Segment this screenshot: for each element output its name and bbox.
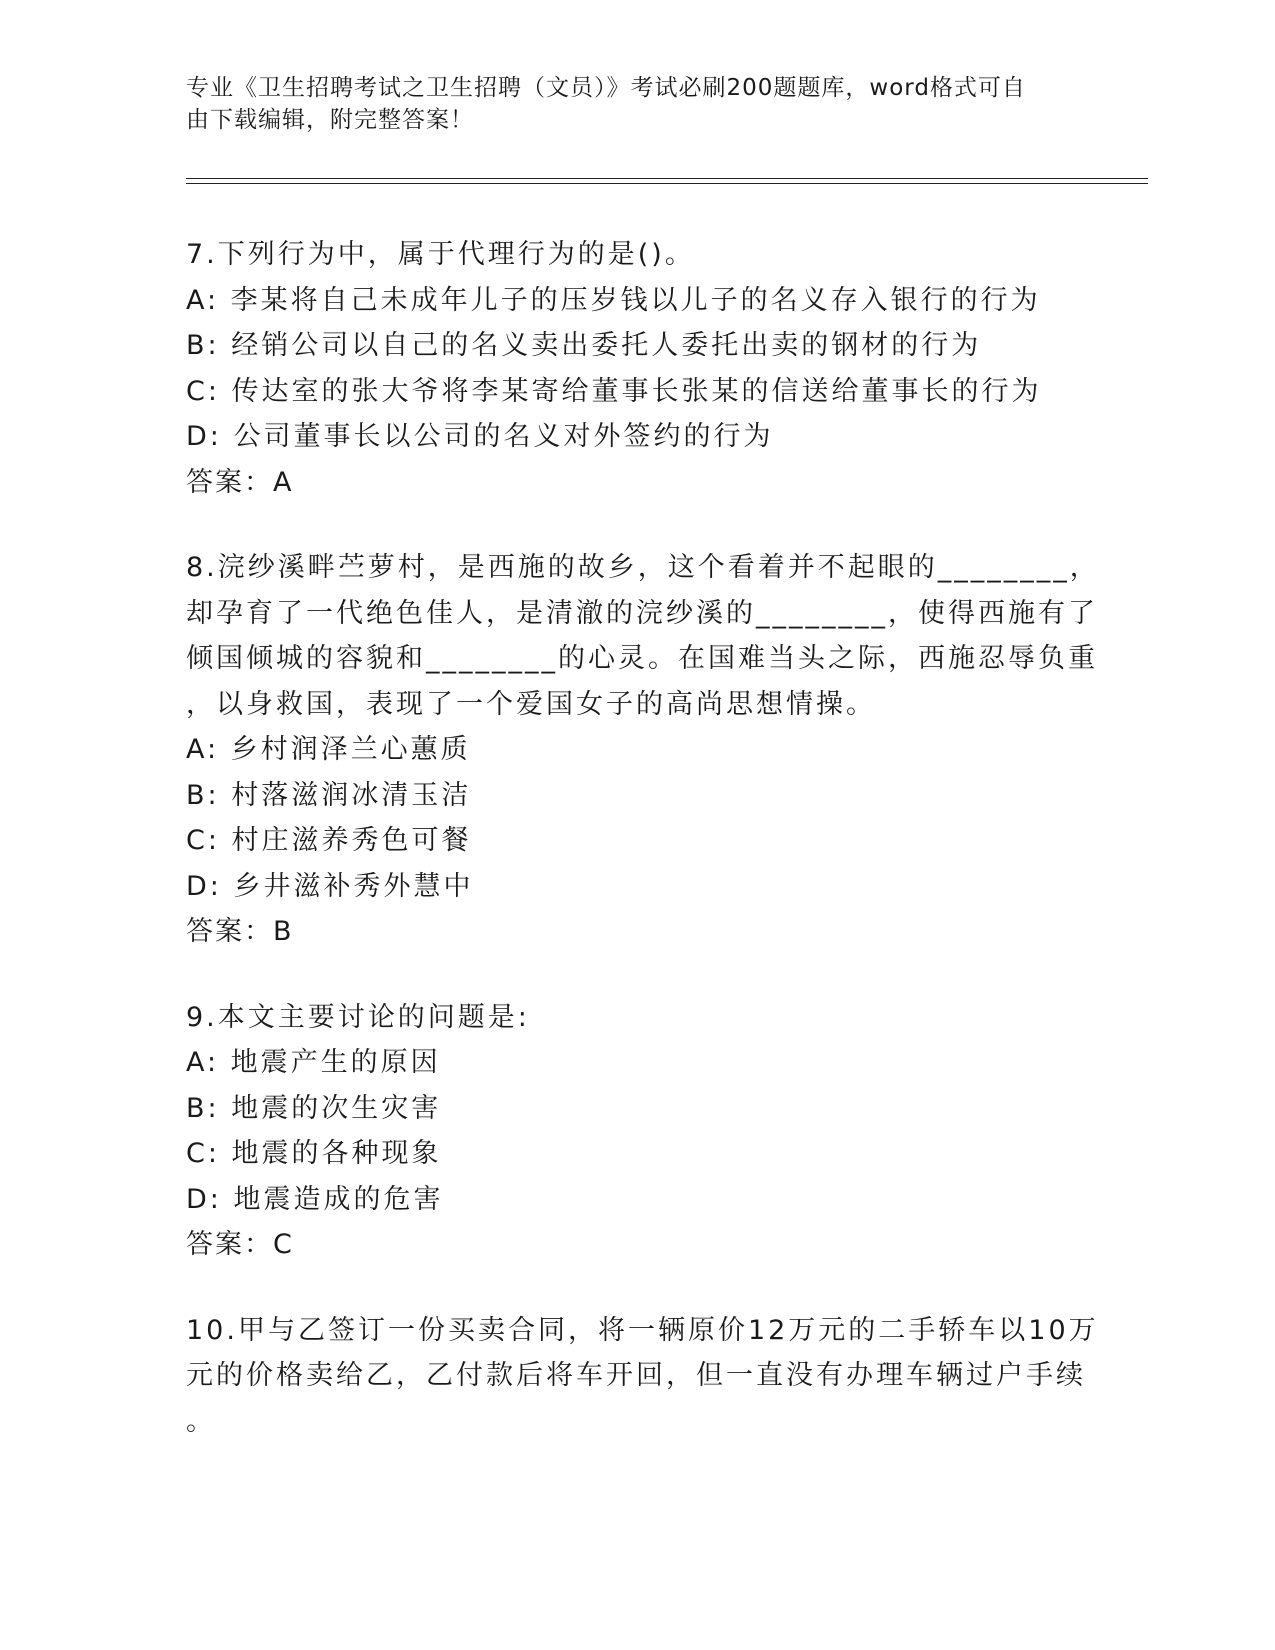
option-c: C: 传达室的张大爷将李某寄给董事长张某的信送给董事长的行为: [186, 375, 1042, 407]
header-line-1: 专业《卫生招聘考试之卫生招聘（文员）》考试必刷200题题库，word格式可自: [186, 75, 1026, 101]
question-stem-line: 却孕育了一代绝色佳人，是清澈的浣纱溪的________，使得西施有了: [186, 597, 1098, 629]
question-stem-line: 10.甲与乙签订一份买卖合同，将一辆原价12万元的二手轿车以10万: [186, 1314, 1099, 1346]
document-header: [186, 72, 1066, 136]
option-a: A: 地震产生的原因: [186, 1047, 441, 1078]
question-9: [186, 995, 1086, 1268]
question-10: [186, 1308, 1099, 1445]
option-d: D: 乡井滋补秀外慧中: [186, 870, 474, 902]
question-list: [186, 232, 1100, 1484]
question-stem-line: 8.浣纱溪畔苎萝村，是西施的故乡，这个看着并不起眼的________，: [186, 552, 1100, 583]
option-c: C: 地震的各种现象: [186, 1138, 442, 1169]
option-a: A: 乡村润泽兰心蕙质: [186, 734, 471, 765]
option-c: C: 村庄滋养秀色可餐: [186, 825, 472, 856]
header-line-2: 由下载编辑，附完整答案！: [186, 107, 474, 133]
answer-line: 答案：C: [186, 1229, 294, 1260]
option-d: D: 地震造成的危害: [186, 1183, 444, 1215]
question-stem-line: 。: [186, 1405, 216, 1437]
answer-line: 答案：A: [186, 466, 294, 498]
answer-line: 答案：B: [186, 916, 294, 947]
option-a: A: 李某将自己未成年儿子的压岁钱以儿子的名义存入银行的行为: [186, 284, 1041, 316]
option-d: D: 公司董事长以公司的名义对外签约的行为: [186, 421, 774, 452]
header-divider-bottom: [186, 183, 1148, 184]
question-stem-line: 倾国倾城的容貌和________的心灵。在国难当头之际，西施忍辱负重: [186, 643, 1098, 674]
question-stem: 7.下列行为中，属于代理行为的是()。: [186, 239, 695, 270]
question-stem-line: ，以身救国，表现了一个爱国女子的高尚思想情操。: [186, 688, 876, 720]
option-b: B: 地震的次生灾害: [186, 1092, 442, 1124]
option-b: B: 村落滋润冰清玉洁: [186, 779, 472, 811]
question-7: [186, 232, 1086, 505]
question-stem-line: 元的价格卖给乙，乙付款后将车开回，但一直没有办理车辆过户手续: [186, 1360, 1086, 1391]
header-divider-top: [186, 178, 1148, 179]
option-b: B: 经销公司以自己的名义卖出委托人委托出卖的钢材的行为: [186, 330, 982, 361]
question-8: [186, 545, 1100, 955]
question-stem: 9.本文主要讨论的问题是:: [186, 1001, 530, 1033]
